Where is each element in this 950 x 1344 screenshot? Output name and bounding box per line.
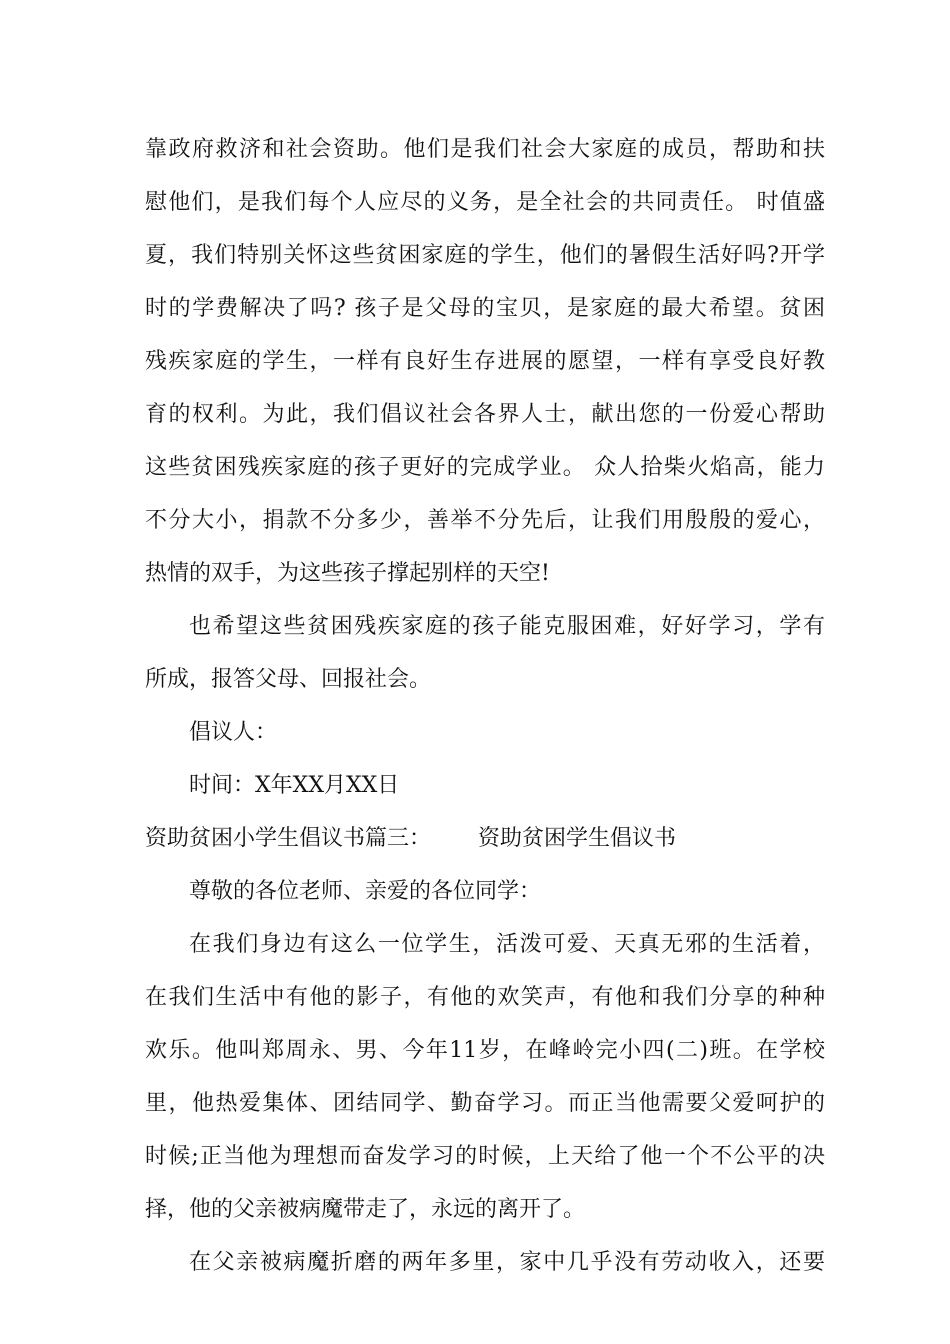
text-line: 靠政府救济和社会资助。他们是我们社会大家庭的成员，帮助和扶 xyxy=(145,137,825,162)
salutation: 尊敬的各位老师、亲爱的各位同学： xyxy=(189,879,542,904)
text-line: 慰他们，是我们每个人应尽的义务，是全社会的共同责任。 时值盛 xyxy=(145,190,825,215)
text-line: 热情的双手，为这些孩子撑起别样的天空! xyxy=(145,561,550,586)
text-line: 不分大小，捐款不分多少，善举不分先后，让我们用殷殷的爱心， xyxy=(145,508,825,533)
text-line: 时的学费解决了吗? 孩子是父母的宝贝，是家庭的最大希望。贫困 xyxy=(145,296,825,321)
text-line: 欢乐。他叫郑周永、男、今年11岁，在峰岭完小四(二)班。在学校 xyxy=(145,1038,825,1063)
text-line: 在我们身边有这么一位学生，活泼可爱、天真无邪的生活着， xyxy=(189,932,825,957)
section-heading-left: 资助贫困小学生倡议书篇三： xyxy=(145,826,432,851)
text-line: 残疾家庭的学生，一样有良好生存进展的愿望，一样有享受良好教 xyxy=(145,349,825,374)
text-line: 这些贫困残疾家庭的孩子更好的完成学业。 众人拾柴火焰高，能力 xyxy=(145,455,825,480)
text-line: 育的权利。为此，我们倡议社会各界人士，献出您的一份爱心帮助 xyxy=(145,402,825,427)
text-line: 在父亲被病魔折磨的两年多里，家中几乎没有劳动收入，还要 xyxy=(189,1250,825,1275)
text-line: 里，他热爱集体、团结同学、勤奋学习。而正当他需要父爱呵护的 xyxy=(145,1091,825,1116)
text-line: 在我们生活中有他的影子，有他的欢笑声，有他和我们分享的种种 xyxy=(145,985,825,1010)
text-line: 夏，我们特别关怀这些贫困家庭的学生，他们的暑假生活好吗?开学 xyxy=(145,243,825,268)
signature-line: 倡议人： xyxy=(189,720,278,745)
text-line: 也希望这些贫困残疾家庭的孩子能克服困难，好好学习，学有 xyxy=(189,614,825,639)
text-line: 时候;正当他为理想而奋发学习的时候，上天给了他一个不公平的决 xyxy=(145,1144,825,1169)
text-line: 所成，报答父母、回报社会。 xyxy=(145,667,432,692)
text-line: 择，他的父亲被病魔带走了，永远的离开了。 xyxy=(145,1197,586,1222)
section-heading-right: 资助贫困学生倡议书 xyxy=(478,826,677,851)
date-line: 时间：X年XX月XX日 xyxy=(189,773,400,798)
